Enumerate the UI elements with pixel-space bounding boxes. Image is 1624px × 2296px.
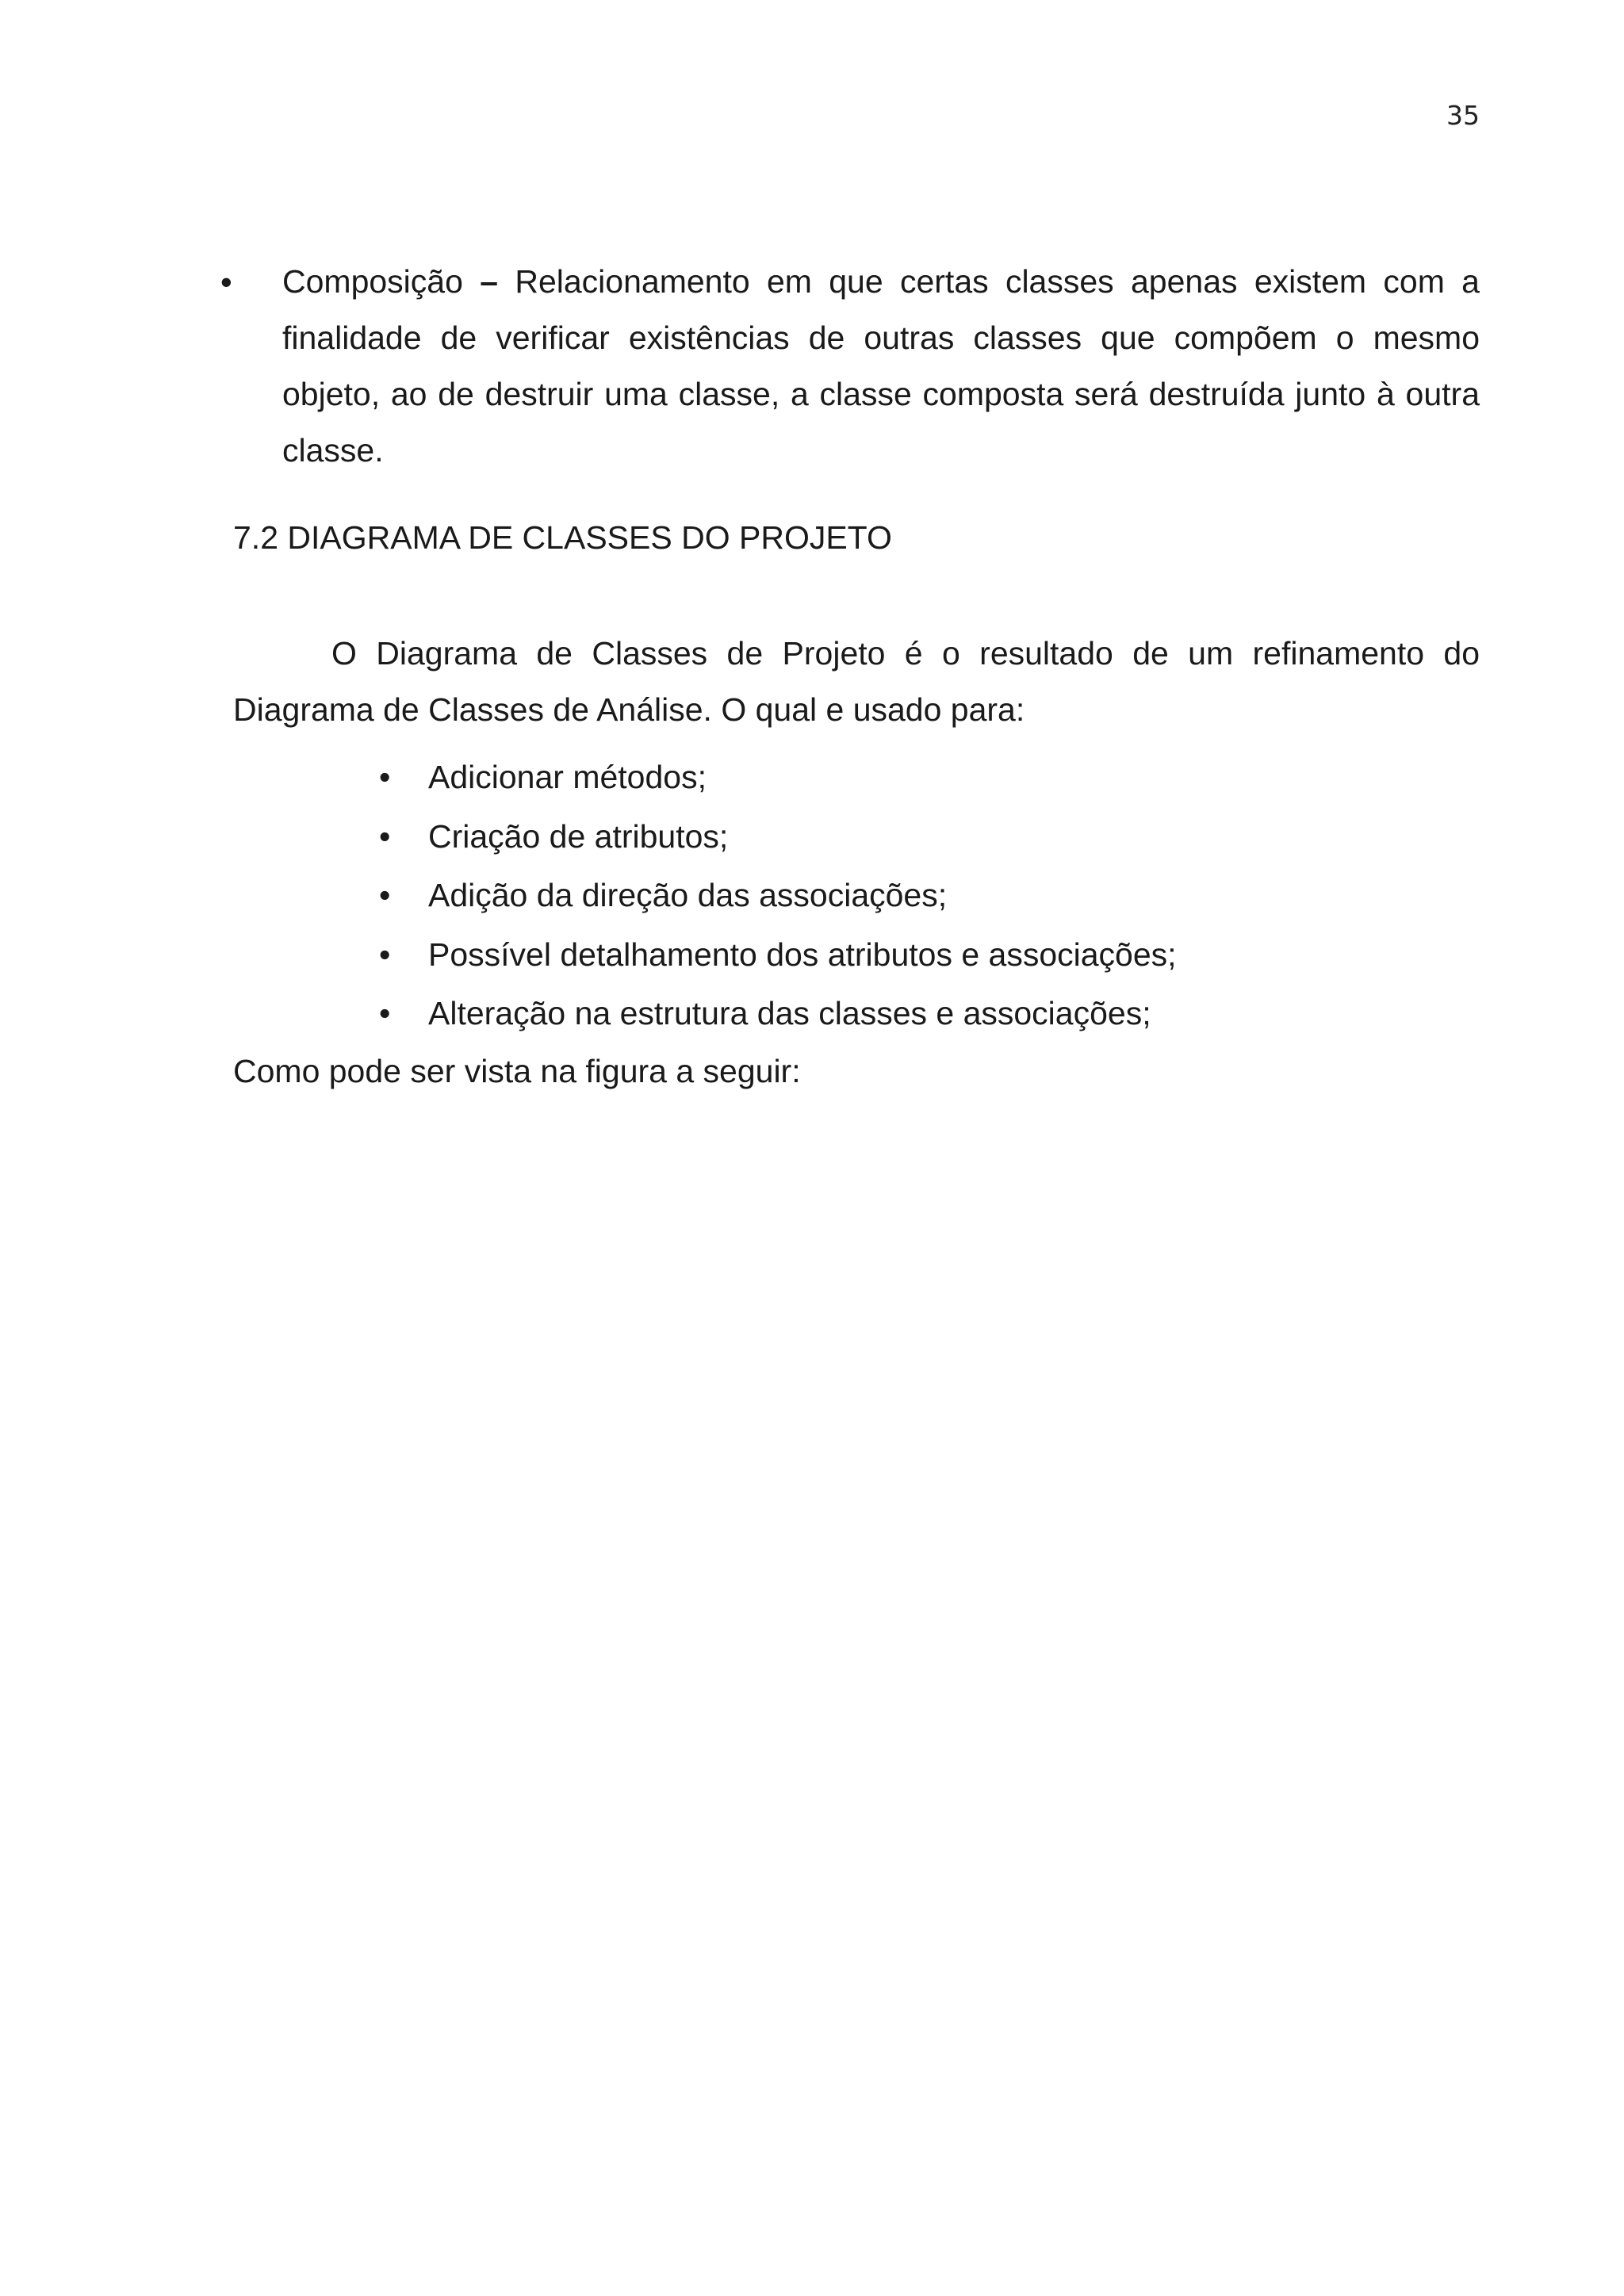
composition-description: Relacionamento em que certas classes apenas existem com a finalidade de verificar existências de outras classes que compõem o mesmo objeto, ao de destruir uma classe, a classe composta será destruída junto à outra classe.	[282, 263, 1480, 469]
list-item-text: Criação de atributos;	[428, 817, 729, 855]
uses-list	[379, 748, 1177, 1043]
composition-text	[282, 254, 1480, 479]
list-item	[379, 925, 1177, 985]
composition-term: Composição	[282, 263, 463, 300]
closing-line: Como pode ser vista na figura a seguir:	[233, 1053, 801, 1089]
list-item-text: Adicionar métodos;	[428, 759, 707, 795]
list-item-text: Possível detalhamento dos atributos e associações;	[428, 936, 1177, 973]
list-item	[379, 807, 1177, 867]
section-heading: 7.2 DIAGRAMA DE CLASSES DO PROJETO	[233, 519, 892, 556]
list-item-text: Alteração na estrutura das classes e associações;	[428, 995, 1151, 1031]
list-item	[379, 984, 1177, 1043]
composition-dash: –	[480, 263, 499, 300]
bullet-icon: •	[379, 877, 391, 913]
list-item-text: Adição da direção das associações;	[428, 877, 948, 913]
composition-item	[220, 254, 1480, 479]
intro-paragraph: O Diagrama de Classes de Projeto é o resultado de um refinamento do Diagrama de Classes de Análise. O qual e usado para:	[233, 635, 1480, 728]
bullet-icon: •	[379, 817, 391, 855]
bullet-icon: •	[379, 759, 391, 795]
bullet-icon: •	[220, 263, 232, 300]
bullet-icon: •	[379, 995, 391, 1031]
bullet-icon: •	[379, 936, 391, 973]
page-number: 35	[1446, 100, 1480, 131]
list-item	[379, 748, 1177, 807]
list-item	[379, 866, 1177, 925]
